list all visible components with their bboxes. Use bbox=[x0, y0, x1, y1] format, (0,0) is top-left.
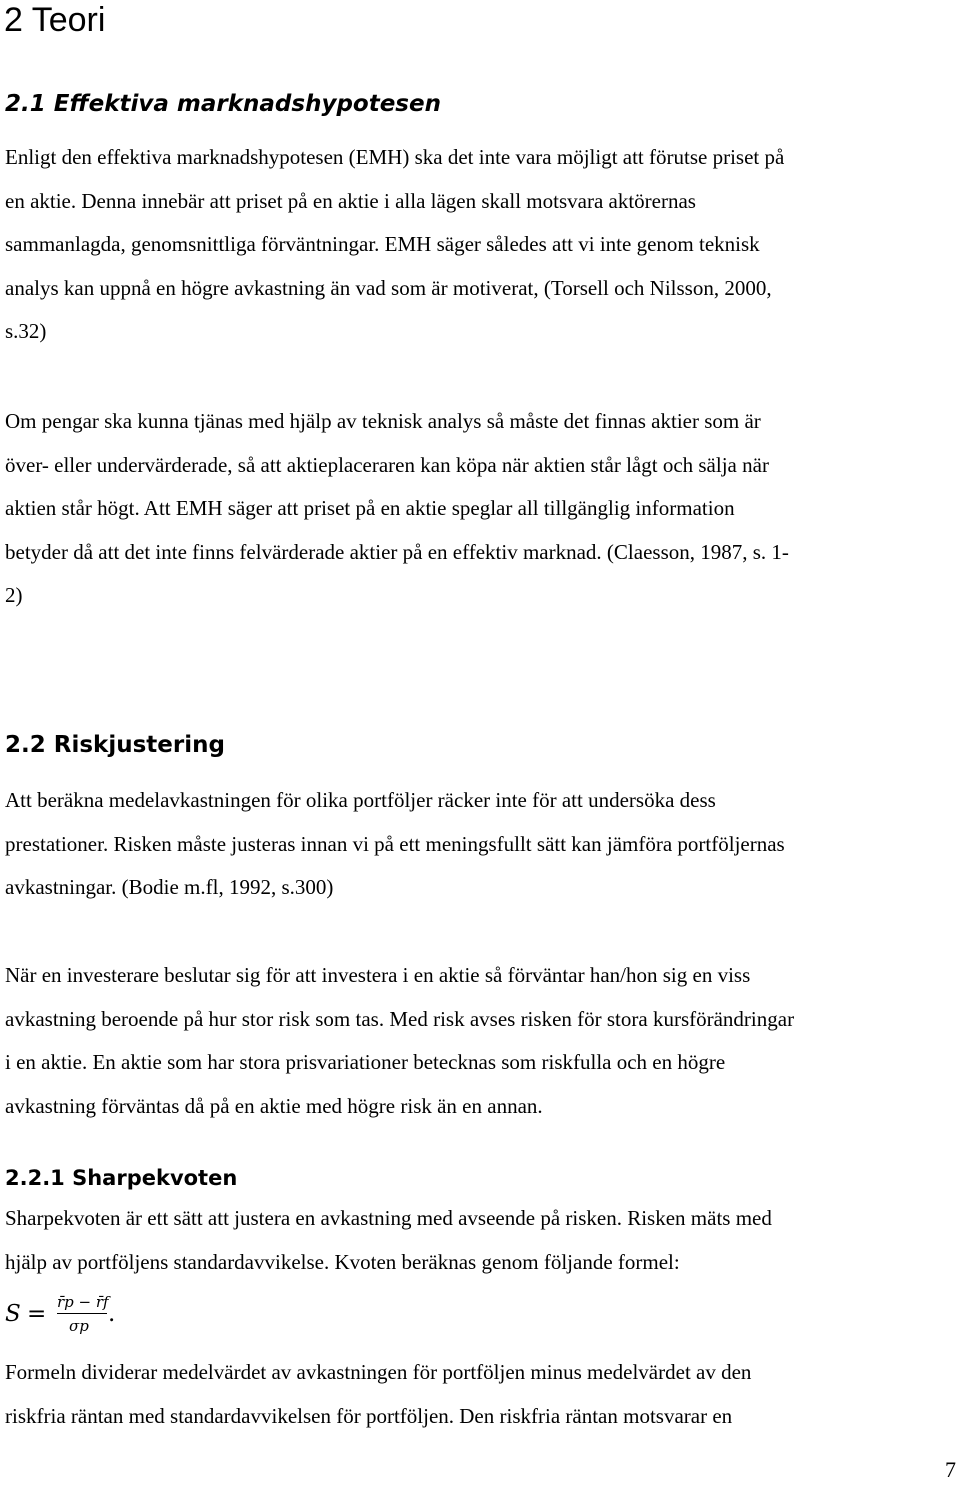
text-line: Sharpekvoten är ett sätt att justera en avkastning med avseende på risken. Risken mäts med bbox=[5, 1206, 772, 1230]
text-line: avkastning beroende på hur stor risk som tas. Med risk avses risken för stora kursförändringar bbox=[5, 1006, 795, 1031]
text-line: avkastning förväntas då på en aktie med högre risk än en annan. bbox=[5, 1093, 543, 1118]
section-heading-2-2-1: 2.2.1 Sharpekvoten bbox=[5, 1166, 238, 1190]
page-number: 7 bbox=[945, 1457, 956, 1482]
text-line: i en aktie. En aktie som har stora prisvariationer betecknas som riskfulla och en högre bbox=[5, 1050, 726, 1074]
formula-equals: = bbox=[27, 1301, 47, 1327]
text-line: avkastningar. (Bodie m.fl, 1992, s.300) bbox=[5, 875, 334, 899]
text-line: 2) bbox=[5, 583, 23, 607]
paragraph-emh-intro bbox=[5, 136, 953, 354]
section-heading-2-2: 2.2 Riskjustering bbox=[5, 732, 225, 758]
paragraph-investor-risk bbox=[5, 954, 953, 1128]
text-line: sammanlagda, genomsnittliga förväntningar. EMH säger således att vi inte genom teknisk bbox=[5, 232, 760, 256]
formula-numerator: r̄p − r̄f bbox=[57, 1293, 109, 1311]
text-line: hjälp av portföljens standardavvikelse. Kvoten beräknas genom följande formel: bbox=[5, 1249, 680, 1274]
text-line: Enligt den effektiva marknadshypotesen (EMH) ska det inte vara möjligt att förutse priset på bbox=[5, 145, 785, 169]
text-line: s.32) bbox=[5, 319, 47, 343]
text-line: riskfria räntan med standardavvikelsen för portföljen. Den riskfria räntan motsvarar en bbox=[5, 1403, 733, 1428]
text-line: Om pengar ska kunna tjänas med hjälp av teknisk analys så måste det finnas aktier som är bbox=[5, 409, 761, 433]
text-line: aktien står högt. Att EMH säger att priset på en aktie speglar all tillgänglig information bbox=[5, 496, 735, 520]
paragraph-risk-adjust bbox=[5, 779, 953, 910]
formula-denominator: σp bbox=[69, 1317, 89, 1335]
paragraph-formula-explanation bbox=[5, 1351, 953, 1438]
text-line: Formeln dividerar medelvärdet av avkastningen för portföljen minus medelvärdet av den bbox=[5, 1360, 752, 1384]
text-line: prestationer. Risken måste justeras innan vi på ett meningsfullt sätt kan jämföra portföljernas bbox=[5, 831, 785, 856]
text-line: Att beräkna medelavkastningen för olika portföljer räcker inte för att undersöka dess bbox=[5, 788, 716, 812]
formula-terminator: . bbox=[108, 1301, 116, 1327]
paragraph-sharpe-intro bbox=[5, 1197, 953, 1284]
formula-lhs: S bbox=[5, 1301, 21, 1327]
text-line: en aktie. Denna innebär att priset på en aktie i alla lägen skall motsvara aktörernas bbox=[5, 188, 696, 213]
text-line: över- eller undervärderade, så att aktieplaceraren kan köpa när aktien står lågt och sälja när bbox=[5, 452, 769, 477]
chapter-title: 2 Teori bbox=[4, 1, 106, 39]
paragraph-technical-analysis bbox=[5, 400, 953, 618]
section-heading-2-1: 2.1 Effektiva marknadshypotesen bbox=[5, 91, 441, 117]
fraction-bar bbox=[57, 1313, 107, 1314]
text-line: betyder då att det inte finns felvärderade aktier på en effektiv marknad. (Claesson, 1987, s. 1- bbox=[5, 539, 789, 564]
text-line: analys kan uppnå en högre avkastning än vad som är motiverat, (Torsell och Nilsson, 2000, bbox=[5, 275, 772, 300]
text-line: När en investerare beslutar sig för att investera i en aktie så förväntar han/hon sig en viss bbox=[5, 963, 751, 987]
